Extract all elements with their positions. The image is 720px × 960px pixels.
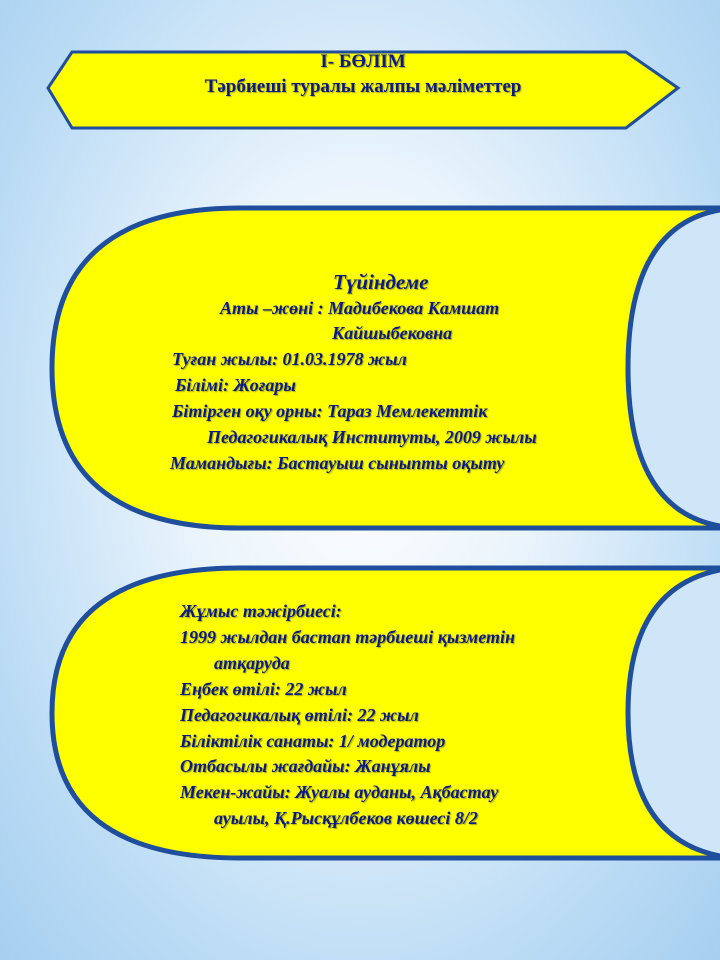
section-subtitle: Тәрбиеші туралы жалпы мәліметтер — [204, 76, 522, 97]
teaching-experience: Педагогикалық өтілі: 22 жыл — [180, 705, 419, 725]
total-experience: Еңбек өтілі: 22 жыл — [180, 679, 347, 699]
name-line-1: Аты –жөні : Мадибекова Камшат — [220, 298, 500, 318]
experience-label: Жұмыс тәжірбиесі: — [180, 601, 342, 621]
section-title: I- БӨЛІМ — [320, 51, 406, 72]
institution-line-2: Педагогикалық Институты, 2009 жылы — [207, 427, 537, 447]
experience-line-1: 1999 жылдан бастап тәрбиеші қызметін — [180, 627, 516, 647]
specialty: Мамандығы: Бастауыш сыныпты оқыту — [170, 453, 505, 473]
education: Білімі: Жоғары — [175, 375, 296, 395]
name-line-2: Кайшыбековна — [332, 323, 453, 343]
institution-line-1: Бітірген оқу орны: Тараз Мемлекеттік — [172, 401, 488, 421]
address-line-2: ауылы, Қ.Рысқұлбеков көшесі 8/2 — [214, 808, 478, 828]
experience-line-2: атқаруда — [214, 653, 290, 673]
qualification: Біліктілік санаты: 1/ модератор — [180, 731, 446, 751]
address-line-1: Мекен-жайы: Жуалы ауданы, Ақбастау — [180, 782, 499, 802]
family-status: Отбасылы жағдайы: Жанұялы — [180, 756, 431, 776]
resume-heading: Түйіндеме — [333, 270, 429, 294]
birth-year: Туған жылы: 01.03.1978 жыл — [172, 349, 407, 369]
